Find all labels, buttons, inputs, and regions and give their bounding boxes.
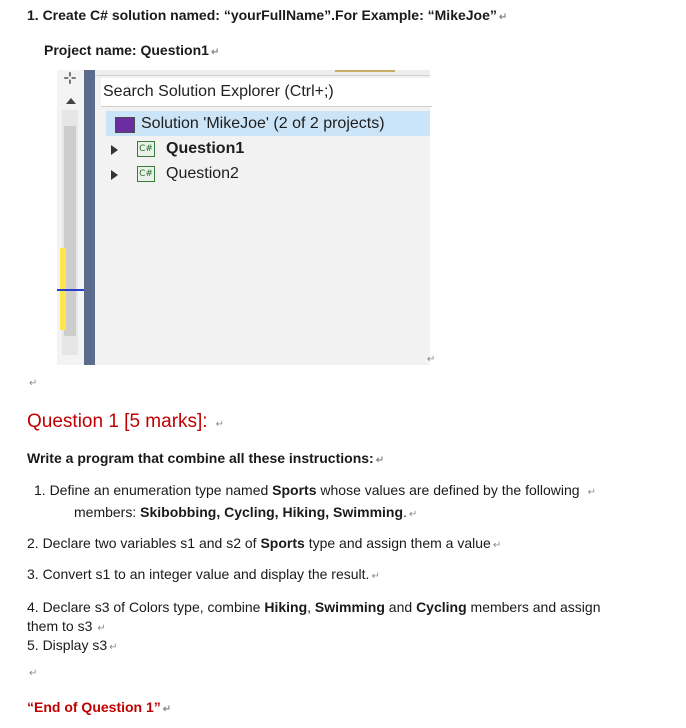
project-name-line: Project name: Question1 ↵ xyxy=(44,42,220,58)
instruction-3: 3. Convert s1 to an integer value and display the result. ↵ xyxy=(27,566,380,582)
visual-studio-solution-icon xyxy=(115,117,135,133)
paragraph-mark: ↵ xyxy=(371,571,380,582)
solution-explorer-panel xyxy=(95,70,430,365)
expand-arrow-icon[interactable] xyxy=(111,145,118,155)
paragraph-mark: ↵ xyxy=(427,354,436,365)
csharp-project-icon: C# xyxy=(137,166,155,182)
instruction-4-continued: them to s3 ↵ xyxy=(27,618,106,634)
project-item-question2[interactable]: Question2 xyxy=(166,165,239,182)
question-title: Question 1 [5 marks]: ↵ xyxy=(27,411,224,432)
end-of-question: “End of Question 1” ↵ xyxy=(27,699,172,715)
csharp-project-icon: C# xyxy=(137,141,155,157)
paragraph-mark: ↵ xyxy=(29,668,38,679)
paragraph-mark: ↵ xyxy=(97,623,106,634)
solution-explorer-screenshot xyxy=(57,70,430,365)
paragraph-mark: ↵ xyxy=(162,704,172,715)
paragraph-mark: ↵ xyxy=(587,487,596,498)
paragraph-mark: ↵ xyxy=(408,509,418,520)
paragraph-mark: ↵ xyxy=(498,12,508,23)
panel-header-strip xyxy=(95,70,430,76)
paragraph-mark: ↵ xyxy=(375,455,385,466)
scroll-up-icon[interactable] xyxy=(66,98,76,104)
project-item-question1[interactable]: Question1 xyxy=(166,140,245,157)
instructions-heading: Write a program that combine all these instructions: ↵ xyxy=(27,450,385,466)
editor-gutter xyxy=(57,70,84,365)
paragraph-mark: ↵ xyxy=(210,47,220,58)
pin-icon[interactable]: ⊹ xyxy=(63,70,77,87)
paragraph-mark: ↵ xyxy=(109,642,118,653)
solution-label: Solution 'MikeJoe' (2 of 2 projects) xyxy=(141,115,385,132)
instruction-2: 2. Declare two variables s1 and s2 of Sports type and assign them a value ↵ xyxy=(27,535,502,551)
instruction-1: 1. Define an enumeration type named Sports whose values are defined by the following ↵ xyxy=(34,482,596,498)
instruction-5: 5. Display s3 ↵ xyxy=(27,637,118,653)
instruction-4: 4. Declare s3 of Colors type, combine Hiking, Swimming and Cycling members and assign xyxy=(27,599,601,615)
instruction-1-continued: members: Skibobbing, Cycling, Hiking, Swimming. ↵ xyxy=(74,504,418,520)
paragraph-mark: ↵ xyxy=(29,378,38,389)
expand-arrow-icon[interactable] xyxy=(111,170,118,180)
paragraph-mark: ↵ xyxy=(215,419,224,430)
splitter-bar[interactable] xyxy=(84,70,95,365)
paragraph-mark: ↵ xyxy=(492,540,502,551)
search-solution-explorer-input[interactable]: Search Solution Explorer (Ctrl+;) xyxy=(101,78,432,107)
caret-marker xyxy=(57,289,84,291)
step-1-heading: 1. Create C# solution named: “yourFullName”.For Example: “MikeJoe” ↵ xyxy=(27,7,508,23)
